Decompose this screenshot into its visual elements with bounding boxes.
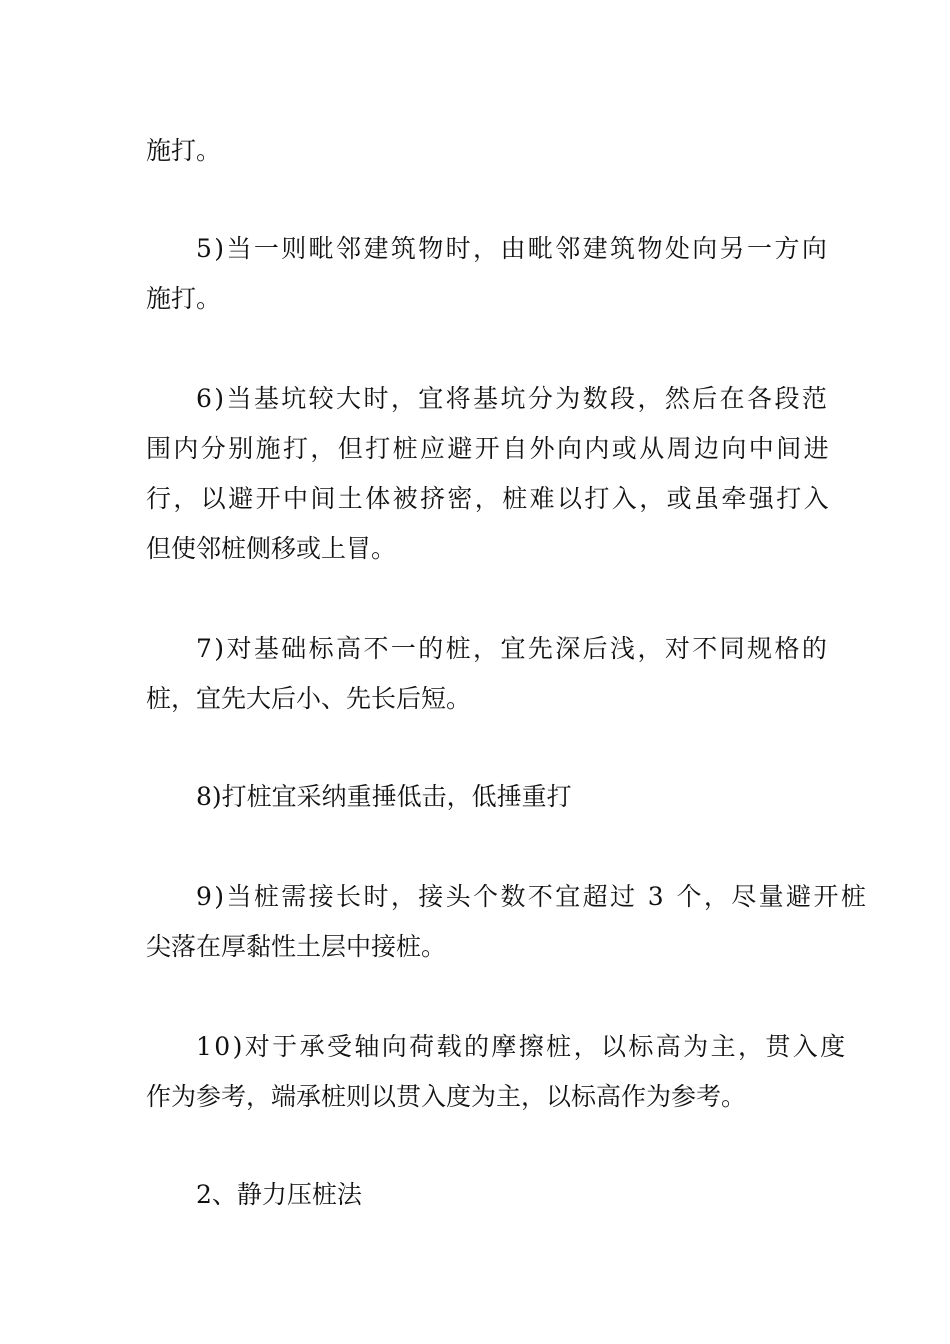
item-10-line-2: 作为参考，端承桩则以贯入度为主，以标高作为参考。 [146, 1082, 747, 1111]
item-8-line-1: 8)打桩宜采纳重捶低击，低捶重打 [196, 782, 572, 811]
item-5-line-1: 5)当一则毗邻建筑物时，由毗邻建筑物处向另一方向 [196, 234, 830, 263]
item-6-line-2: 围内分别施打，但打桩应避开自外向内或从周边向中间进 [146, 434, 832, 463]
item-5-line-2: 施打。 [146, 284, 222, 313]
text-line: 施打。 [146, 136, 222, 165]
section-heading: 2、静力压桩法 [196, 1180, 362, 1209]
item-6-line-4: 但使邻桩侧移或上冒。 [146, 534, 397, 563]
item-9-line-2: 尖落在厚黏性土层中接桩。 [146, 932, 447, 961]
item-6-line-1: 6)当基坑较大时，宜将基坑分为数段，然后在各段范 [196, 384, 830, 413]
item-7-line-1: 7)对基础标高不一的桩，宜先深后浅，对不同规格的 [196, 634, 830, 663]
item-6-line-3: 行，以避开中间土体被挤密，桩难以打入，或虽牵强打入 [146, 484, 832, 513]
item-9-line-1: 9)当桩需接长时，接头个数不宜超过 3 个，尽量避开桩 [196, 882, 869, 911]
item-7-line-2: 桩，宜先大后小、先长后短。 [146, 684, 472, 713]
item-10-line-1: 10)对于承受轴向荷载的摩擦桩，以标高为主，贯入度 [196, 1032, 848, 1061]
